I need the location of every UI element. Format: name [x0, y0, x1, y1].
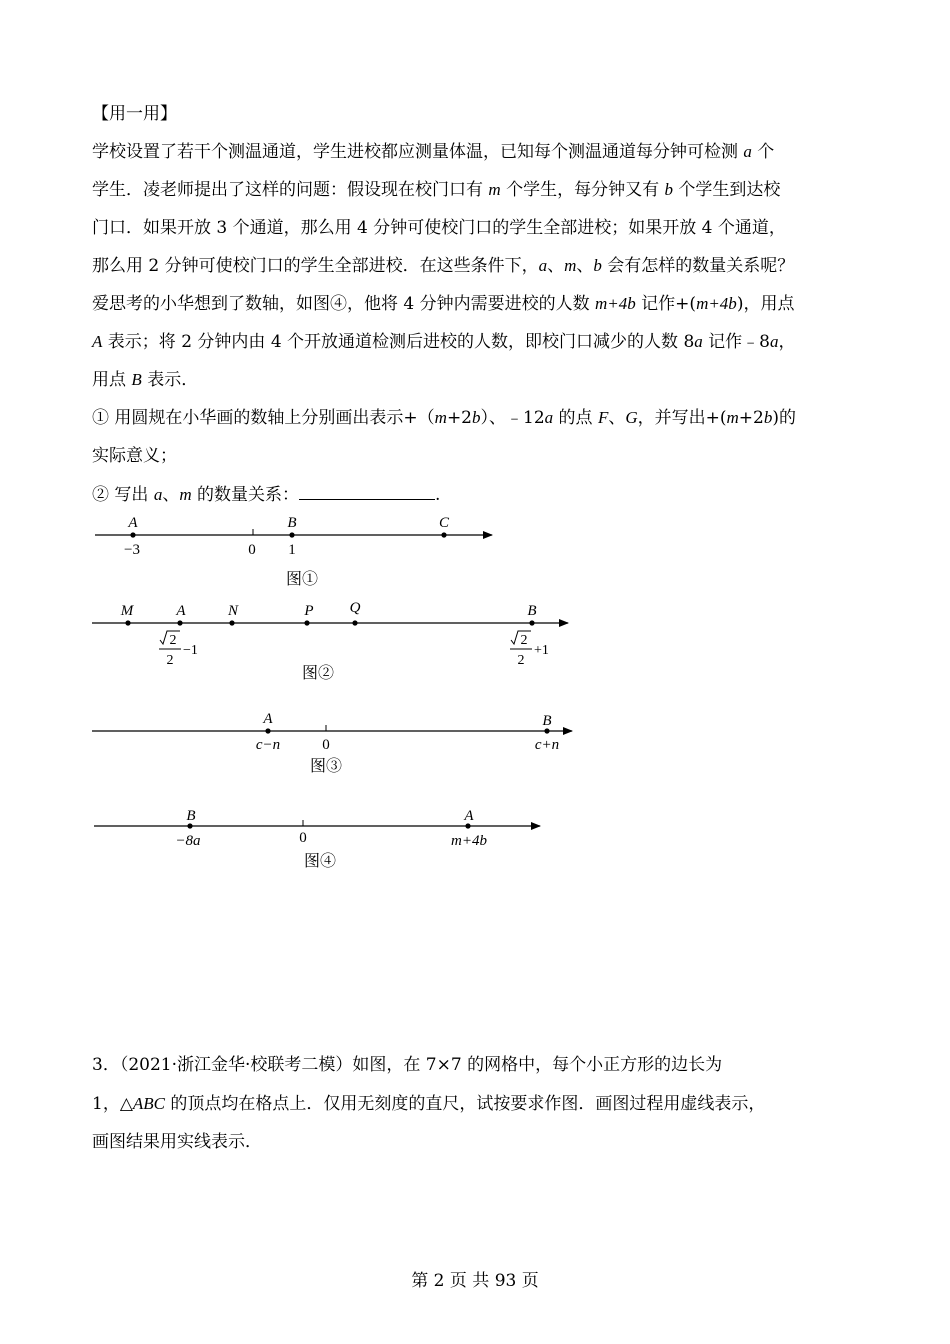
- fig2-point-a: [177, 620, 182, 625]
- fig2-label-q: Q: [349, 600, 361, 616]
- paragraph-line-1: 学校设置了若干个测温通道，学生进校都应测量体温，已知每个测温通道每分钟可检测 a 个: [92, 142, 775, 162]
- fig1-tick-neg3: −3: [124, 542, 140, 558]
- section-heading: 【用一用】: [92, 104, 177, 124]
- fig2-label-a: A: [176, 603, 186, 619]
- fig4-tick-m-plus-4b: m+4b: [451, 833, 487, 849]
- fig1-point-b: [289, 532, 294, 537]
- paragraph-line-3: 门口．如果开放 3 个通道，那么用 4 分钟可使校门口的学生全部进校；如果开放 4 个通道，: [92, 218, 786, 238]
- fig2-a-tail: −1: [183, 643, 198, 658]
- problem-3-line-3: 画图结果用实线表示．: [92, 1132, 262, 1152]
- fig2-point-n: [229, 620, 234, 625]
- figure-3: [92, 711, 572, 775]
- fig3-point-a: [265, 728, 270, 733]
- problem-3-line-2: 1，△ABC 的顶点均在格点上．仅用无刻度的直尺，试按要求作图．画图过程用虚线表示，: [92, 1094, 766, 1114]
- fig3-tick-0: 0: [322, 737, 330, 753]
- fig2-point-b: [529, 620, 534, 625]
- fig3-tick-c-plus-n: c+n: [534, 737, 560, 753]
- question-1-line-1: ① 用圆规在小华画的数轴上分别画出表示+（m+2b）、﹣12a 的点 F、G，并写出+(m+2b)的: [92, 408, 796, 428]
- fig4-tick-neg8a: −8a: [175, 833, 201, 849]
- fig2-b-tail: +1: [534, 643, 549, 658]
- fig1-caption: 图①: [285, 571, 319, 588]
- fig3-point-b: [544, 728, 549, 733]
- fig2-b-den: 2: [517, 653, 525, 668]
- fig2-point-p: [304, 620, 309, 625]
- fig2-point-m: [125, 620, 130, 625]
- fig2-label-n: N: [227, 603, 239, 619]
- fig2-a-den: 2: [166, 653, 174, 668]
- fig2-b-sqrt-num: 2: [520, 633, 528, 648]
- paragraph-line-2: 学生．凌老师提出了这样的问题：假设现在校门口有 m 个学生，每分钟又有 b 个学生到达校: [92, 180, 781, 200]
- question-1-line-2: 实际意义；: [92, 446, 177, 466]
- paragraph-line-7: 用点 B 表示．: [92, 370, 199, 390]
- fig1-label-a: A: [128, 515, 138, 531]
- fig4-caption: 图④: [303, 853, 337, 870]
- fig1-label-c: C: [438, 515, 450, 531]
- fig2-label-p: P: [304, 603, 314, 619]
- fig3-tick-c-minus-n: c−n: [255, 737, 281, 753]
- fig3-caption: 图③: [309, 758, 343, 775]
- figure-2: [92, 600, 568, 682]
- figure-1: [95, 515, 492, 588]
- fig2-label-m: M: [120, 603, 134, 619]
- fig3-label-b: B: [542, 713, 552, 729]
- page-footer: 第 2 页 共 93 页: [411, 1271, 539, 1291]
- fig4-tick-0: 0: [299, 830, 307, 846]
- paragraph-line-4: 那么用 2 分钟可使校门口的学生全部进校．在这些条件下，a、m、b 会有怎样的数量关系呢？: [92, 256, 795, 276]
- question-2: ② 写出 a、m 的数量关系： .: [92, 485, 441, 505]
- fig1-point-a: [130, 532, 135, 537]
- fig1-label-b: B: [287, 515, 297, 531]
- fig2-caption: 图②: [301, 665, 335, 682]
- problem-3-line-1: 3．（2021·浙江金华·校联考二模）如图，在 7×7 的网格中，每个小正方形的边长为: [92, 1055, 723, 1075]
- paragraph-line-5: 爱思考的小华想到了数轴，如图④，他将 4 分钟内需要进校的人数 m+4b 记作+(m+4b)，用点: [92, 294, 795, 314]
- fig4-label-a: A: [464, 808, 474, 824]
- fig2-point-q: [352, 620, 357, 625]
- fig1-point-c: [441, 532, 446, 537]
- fig1-tick-1: 1: [288, 542, 296, 558]
- paragraph-line-6: A 表示；将 2 分钟内由 4 个开放通道检测后进校的人数，即校门口减少的人数 8a 记作﹣8a，: [92, 332, 796, 352]
- fig4-point-b: [187, 823, 192, 828]
- fig3-label-a: A: [263, 711, 273, 727]
- fig4-point-a: [465, 823, 470, 828]
- figure-4: [94, 808, 540, 870]
- fig2-a-sqrt-num: 2: [169, 633, 177, 648]
- fig1-tick-0: 0: [248, 542, 256, 558]
- fig2-label-b: B: [527, 603, 537, 619]
- fig4-label-b: B: [186, 808, 196, 824]
